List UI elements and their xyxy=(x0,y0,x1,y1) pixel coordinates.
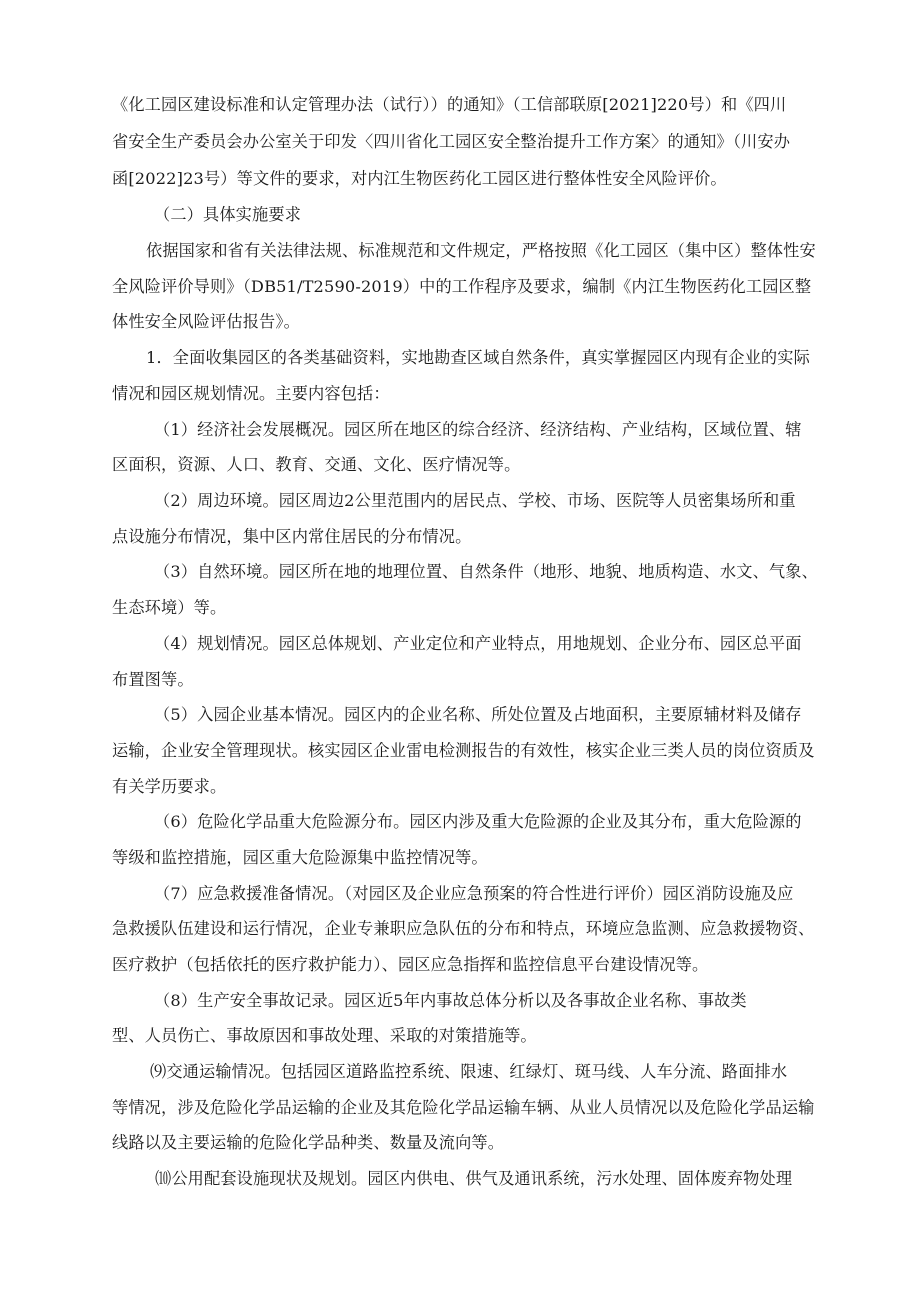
item-1-line-1: 1．全面收集园区的各类基础资料，实地勘查区域自然条件，真实掌握园区内现有企业的实际 xyxy=(146,348,810,367)
sub-6-line-2: 等级和监控措施，园区重大危险源集中监控情况等。 xyxy=(112,848,488,867)
intro-line-2: 省安全生产委员会办公室关于印发〈四川省化工园区安全整治提升工作方案〉的通知》（川安办 xyxy=(112,132,791,151)
basis-line-2: 全风险评价导则》（DB51/T2590-2019）中的工作程序及要求，编制《内江生物医药化工园区整 xyxy=(112,277,812,296)
intro-line-3: 函[2022]23号）等文件的要求，对内江生物医药化工园区进行整体性安全风险评价。 xyxy=(112,169,727,188)
sub-3-line-1: （3）自然环境。园区所在地的地理位置、自然条件（地形、地貌、地质构造、水文、气象、 xyxy=(154,562,818,581)
sub-2-line-1: （2）周边环境。园区周边2公里范围内的居民点、学校、市场、医院等人员密集场所和重 xyxy=(154,491,796,510)
sub-8-line-1: （8）生产安全事故记录。园区近5年内事故总体分析以及各事故企业名称、事故类 xyxy=(154,991,747,1010)
sub-5-line-2: 运输，企业安全管理现状。核实园区企业雷电检测报告的有效性，核实企业三类人员的岗位资质及 xyxy=(112,741,815,760)
sub-10-line-1: ⑽公用配套设施现状及规划。园区内供电、供气及通讯系统，污水处理、固体废弃物处理 xyxy=(155,1169,793,1188)
basis-line-1: 依据国家和省有关法律法规、标准规范和文件规定，严格按照《化工园区（集中区）整体性安 xyxy=(146,241,816,260)
sub-5-line-3: 有关学历要求。 xyxy=(112,777,227,796)
sub-4-line-2: 布置图等。 xyxy=(112,670,194,689)
sub-7-line-1: （7）应急救援准备情况。（对园区及企业应急预案的符合性进行评价）园区消防设施及应 xyxy=(154,884,794,903)
sub-1-line-2: 区面积，资源、人口、教育、交通、文化、医疗情况等。 xyxy=(112,455,521,474)
sub-1-line-1: （1）经济社会发展概况。园区所在地区的综合经济、经济结构、产业结构，区域位置、辖 xyxy=(154,420,802,439)
sub-2-line-2: 点设施分布情况，集中区内常住居民的分布情况。 xyxy=(112,527,472,546)
basis-line-3: 体性安全风险评估报告》。 xyxy=(112,312,300,331)
sub-7-line-2: 急救援队伍建设和运行情况，企业专兼职应急队伍的分布和特点，环境应急监测、应急救援物资、 xyxy=(112,919,815,938)
sub-4-line-1: （4）规划情况。园区总体规划、产业定位和产业特点，用地规划、企业分布、园区总平面 xyxy=(154,634,802,653)
section-heading: （二）具体实施要求 xyxy=(154,205,302,224)
sub-9-line-2: 等情况，涉及危险化学品运输的企业及其危险化学品运输车辆、从业人员情况以及危险化学品运输 xyxy=(112,1098,815,1117)
sub-8-line-2: 型、人员伤亡、事故原因和事故处理、采取的对策措施等。 xyxy=(112,1026,537,1045)
sub-5-line-1: （5）入园企业基本情况。园区内的企业名称、所处位置及占地面积，主要原辅材料及储存 xyxy=(154,705,802,724)
sub-9-line-3: 线路以及主要运输的危险化学品种类、数量及流向等。 xyxy=(112,1133,505,1152)
sub-6-line-1: （6）危险化学品重大危险源分布。园区内涉及重大危险源的企业及其分布，重大危险源的 xyxy=(154,812,802,831)
intro-line-1: 《化工园区建设标准和认定管理办法（试行））的通知》（工信部联原[2021]220号）和《四川 xyxy=(112,95,787,114)
sub-9-line-1: ⑼交通运输情况。包括园区道路监控系统、限速、红绿灯、斑马线、人车分流、路面排水 xyxy=(150,1062,788,1081)
sub-7-line-3: 医疗救护（包括依托的医疗救护能力）、园区应急指挥和监控信息平台建设情况等。 xyxy=(112,955,709,974)
item-1-line-2: 情况和园区规划情况。主要内容包括： xyxy=(112,384,390,403)
sub-3-line-2: 生态环境）等。 xyxy=(112,598,227,617)
